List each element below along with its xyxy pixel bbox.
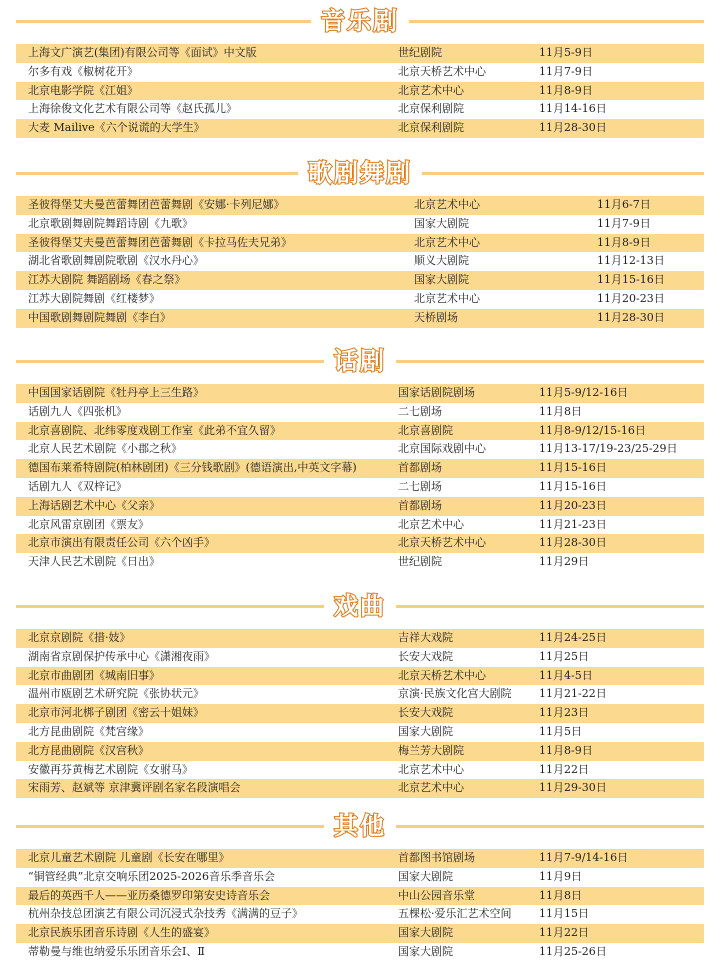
program-row [16, 309, 704, 328]
section-title-box [324, 344, 396, 378]
program-row [16, 497, 704, 516]
program-row [16, 234, 704, 253]
program-date: 11月4-5日 [539, 668, 593, 682]
program-row [16, 868, 704, 887]
program-date: 11月29-30日 [539, 781, 607, 795]
program-title: 安徽再芬黄梅艺术剧院《女驸马》 [28, 762, 193, 776]
program-venue: 国家大剧院 [414, 273, 469, 287]
section-opera-dance [0, 152, 720, 328]
program-row [16, 924, 704, 943]
program-venue: 北京艺术中心 [398, 517, 464, 531]
program-venue: 国家大剧院 [398, 944, 453, 958]
program-date: 11月23日 [539, 706, 589, 720]
section-title: 音乐剧 [321, 7, 399, 35]
section-title: 戏曲 [334, 592, 386, 620]
program-venue: 国家话剧院剧场 [398, 386, 475, 399]
program-date: 11月7-9日 [539, 64, 593, 78]
program-date: 11月8日 [539, 888, 582, 902]
program-venue: 顺义大剧院 [414, 254, 469, 268]
program-title: 北京人民艺术剧院《小郡之秋》 [28, 442, 182, 456]
program-title: 中国国家话剧院《牡丹亭上三生路》 [28, 386, 204, 399]
program-title: 北京京剧院《措·妓》 [28, 631, 131, 644]
program-date: 11月21-23日 [539, 517, 607, 531]
program-venue: 天桥剧场 [414, 310, 458, 324]
program-date: 11月22日 [539, 926, 589, 940]
section-header [0, 585, 720, 629]
program-venue: 梅兰芳大剧院 [398, 743, 464, 757]
program-row [16, 440, 704, 459]
program-venue: 首都图书馆剧场 [398, 851, 475, 864]
program-date: 11月28-30日 [597, 310, 665, 324]
program-row [16, 553, 704, 572]
program-row [16, 459, 704, 478]
program-row [16, 761, 704, 780]
program-venue: 北京艺术中心 [414, 291, 480, 305]
program-venue: 首都剧场 [398, 461, 442, 475]
program-title: 圣彼得堡艾夫曼芭蕾舞团芭蕾舞剧《卡拉马佐夫兄弟》 [28, 235, 292, 249]
program-row [16, 44, 704, 63]
program-list [16, 849, 704, 962]
program-date: 11月8-9日 [539, 83, 593, 97]
program-date: 11月8-9/12/15-16日 [539, 423, 646, 437]
program-venue: 京演·民族文化宫大剧院 [398, 687, 512, 701]
program-row [16, 849, 704, 868]
program-date: 11月15日 [539, 907, 589, 921]
program-list [16, 629, 704, 798]
program-title: 上海话剧艺术中心《父亲》 [28, 498, 160, 512]
program-title: 湖北省歌剧舞剧院歌剧《汉水丹心》 [28, 254, 204, 268]
program-title: 北京市演出有限责任公司《六个凶手》 [28, 536, 215, 550]
program-row [16, 63, 704, 82]
program-venue: 北京保利剧院 [398, 102, 464, 116]
program-date: 11月24-25日 [539, 631, 607, 644]
program-date: 11月20-23日 [597, 291, 665, 305]
program-date: 11月14-16日 [539, 102, 607, 116]
section-drama [0, 340, 720, 572]
program-date: 11月12-13日 [597, 254, 665, 268]
program-title: 北京歌剧舞剧院舞蹈诗剧《九歌》 [28, 216, 193, 230]
program-title: 最后的英西千人——亚历桑德罗印第安史诗音乐会 [28, 888, 270, 902]
program-title: 中国歌剧舞剧院舞剧《李白》 [28, 310, 171, 324]
program-row [16, 290, 704, 309]
program-date: 11月15-16日 [539, 461, 607, 475]
program-venue: 国家大剧院 [398, 926, 453, 940]
program-venue: 北京艺术中心 [398, 83, 464, 97]
section-title: 歌剧舞剧 [308, 159, 412, 187]
section-title-box [311, 4, 409, 38]
program-row [16, 742, 704, 761]
program-venue: 世纪剧院 [398, 46, 442, 59]
program-row [16, 422, 704, 441]
section-title-box [324, 589, 396, 623]
program-date: 11月13-17/19-23/25-29日 [539, 442, 678, 456]
program-row [16, 905, 704, 924]
program-row [16, 704, 704, 723]
program-list [16, 384, 704, 572]
section-header [0, 152, 720, 196]
program-date: 11月29日 [539, 555, 589, 569]
program-title: 杭州杂技总团演艺有限公司沉浸式杂技秀《满满的豆子》 [28, 907, 303, 921]
program-row [16, 723, 704, 742]
program-date: 11月28-30日 [539, 536, 607, 550]
program-row [16, 943, 704, 962]
program-date: 11月5日 [539, 724, 582, 738]
program-row [16, 196, 704, 215]
program-row [16, 779, 704, 798]
program-date: 11月15-16日 [539, 479, 607, 493]
program-venue: 长安大戏院 [398, 706, 453, 720]
program-row [16, 119, 704, 138]
program-list [16, 196, 704, 328]
program-row [16, 82, 704, 101]
program-title: 北京电影学院《江姐》 [28, 83, 138, 97]
program-title: 话剧九人《四张机》 [28, 404, 127, 418]
program-title: 江苏大剧院 舞蹈剧场《春之祭》 [28, 273, 186, 287]
program-date: 11月25-26日 [539, 944, 607, 958]
program-title: “铜管经典”北京交响乐团2025-2026音乐季音乐会 [28, 869, 275, 883]
program-venue: 五棵松·爱乐汇艺术空间 [398, 907, 512, 921]
program-date: 11月8-9日 [597, 235, 651, 249]
program-date: 11月9日 [539, 869, 582, 883]
program-row [16, 667, 704, 686]
section-header [0, 805, 720, 849]
program-date: 11月7-9/14-16日 [539, 851, 629, 864]
program-row [16, 648, 704, 667]
program-venue: 北京艺术中心 [414, 198, 480, 211]
program-title: 温州市瓯剧艺术研究院《张协状元》 [28, 687, 204, 701]
program-title: 北京市曲剧团《城南旧事》 [28, 668, 160, 682]
section-musical [0, 0, 720, 138]
program-title: 宋雨芳、赵斌等 京津冀评剧名家名段演唱会 [28, 781, 241, 795]
program-venue: 国家大剧院 [414, 216, 469, 230]
program-date: 11月7-9日 [597, 216, 651, 230]
program-row [16, 685, 704, 704]
program-row [16, 271, 704, 290]
program-venue: 世纪剧院 [398, 555, 442, 569]
program-date: 11月21-22日 [539, 687, 607, 701]
program-title: 江苏大剧院舞剧《红楼梦》 [28, 291, 160, 305]
program-row [16, 516, 704, 535]
program-title: 圣彼得堡艾夫曼芭蕾舞团芭蕾舞剧《安娜·卡列尼娜》 [28, 198, 285, 211]
program-venue: 北京天桥艺术中心 [398, 536, 486, 550]
section-header [0, 340, 720, 384]
program-date: 11月25日 [539, 649, 589, 663]
section-title: 话剧 [334, 347, 386, 375]
program-title: 上海徐俊文化艺术有限公司等《赵氏孤儿》 [28, 102, 237, 116]
program-title: 北京儿童艺术剧院 儿童剧《长安在哪里》 [28, 851, 230, 864]
program-title: 蒂勒曼与维也纳爱乐乐团音乐会Ⅰ、Ⅱ [28, 944, 205, 958]
program-venue: 北京天桥艺术中心 [398, 64, 486, 78]
program-title: 北方昆曲剧院《梵宫缘》 [28, 724, 149, 738]
program-date: 11月5-9日 [539, 46, 593, 59]
section-header [0, 0, 720, 44]
program-title: 大麦 Mailive《六个说谎的大学生》 [28, 121, 205, 135]
section-title: 其他 [334, 812, 386, 840]
program-title: 天津人民艺术剧院《日出》 [28, 555, 160, 569]
program-venue: 二七剧场 [398, 404, 442, 418]
program-title: 北京风雷京剧团《票友》 [28, 517, 149, 531]
program-venue: 首都剧场 [398, 498, 442, 512]
program-venue: 北京天桥艺术中心 [398, 668, 486, 682]
program-venue: 国家大剧院 [398, 869, 453, 883]
program-title: 上海文广演艺(集团)有限公司等《面试》中文版 [28, 46, 257, 59]
program-venue: 北京艺术中心 [398, 762, 464, 776]
program-date: 11月6-7日 [597, 198, 651, 211]
section-xiqu [0, 585, 720, 798]
program-date: 11月28-30日 [539, 121, 607, 135]
program-row [16, 478, 704, 497]
program-venue: 中山公园音乐堂 [398, 888, 475, 902]
program-date: 11月15-16日 [597, 273, 665, 287]
program-venue: 国家大剧院 [398, 724, 453, 738]
section-title-box [324, 809, 396, 843]
program-row [16, 100, 704, 119]
program-title: 北京民族乐团音乐诗剧《人生的盛宴》 [28, 926, 215, 940]
section-title-box [298, 156, 422, 190]
program-row [16, 403, 704, 422]
program-date: 11月8-9日 [539, 743, 593, 757]
program-venue: 北京艺术中心 [398, 781, 464, 795]
program-venue: 二七剧场 [398, 479, 442, 493]
program-venue: 北京艺术中心 [414, 235, 480, 249]
program-title: 德国布莱希特剧院(柏林剧团)《三分钱歌剧》(德语演出,中英文字幕) [28, 461, 357, 475]
program-row [16, 534, 704, 553]
program-title: 尔多有戏《椒树花开》 [28, 64, 138, 78]
program-row [16, 887, 704, 906]
program-row [16, 384, 704, 403]
program-list [16, 44, 704, 138]
program-title: 北京喜剧院、北纬零度戏剧工作室《此弟不宜久留》 [28, 423, 281, 437]
program-venue: 北京国际戏剧中心 [398, 442, 486, 456]
program-venue: 北京喜剧院 [398, 423, 453, 437]
program-venue: 长安大戏院 [398, 649, 453, 663]
program-title: 话剧九人《双梓记》 [28, 479, 127, 493]
program-row [16, 215, 704, 234]
program-venue: 吉祥大戏院 [398, 631, 453, 644]
program-row [16, 252, 704, 271]
program-title: 北方昆曲剧院《汉宫秋》 [28, 743, 149, 757]
program-title: 湖南省京剧保护传承中心《潇湘夜雨》 [28, 649, 215, 663]
program-venue: 北京保利剧院 [398, 121, 464, 135]
program-date: 11月5-9/12-16日 [539, 386, 629, 399]
program-date: 11月8日 [539, 404, 582, 418]
program-date: 11月20-23日 [539, 498, 607, 512]
program-row [16, 629, 704, 648]
program-date: 11月22日 [539, 762, 589, 776]
program-title: 北京市河北梆子剧团《密云十姐妹》 [28, 706, 204, 720]
section-other [0, 805, 720, 962]
